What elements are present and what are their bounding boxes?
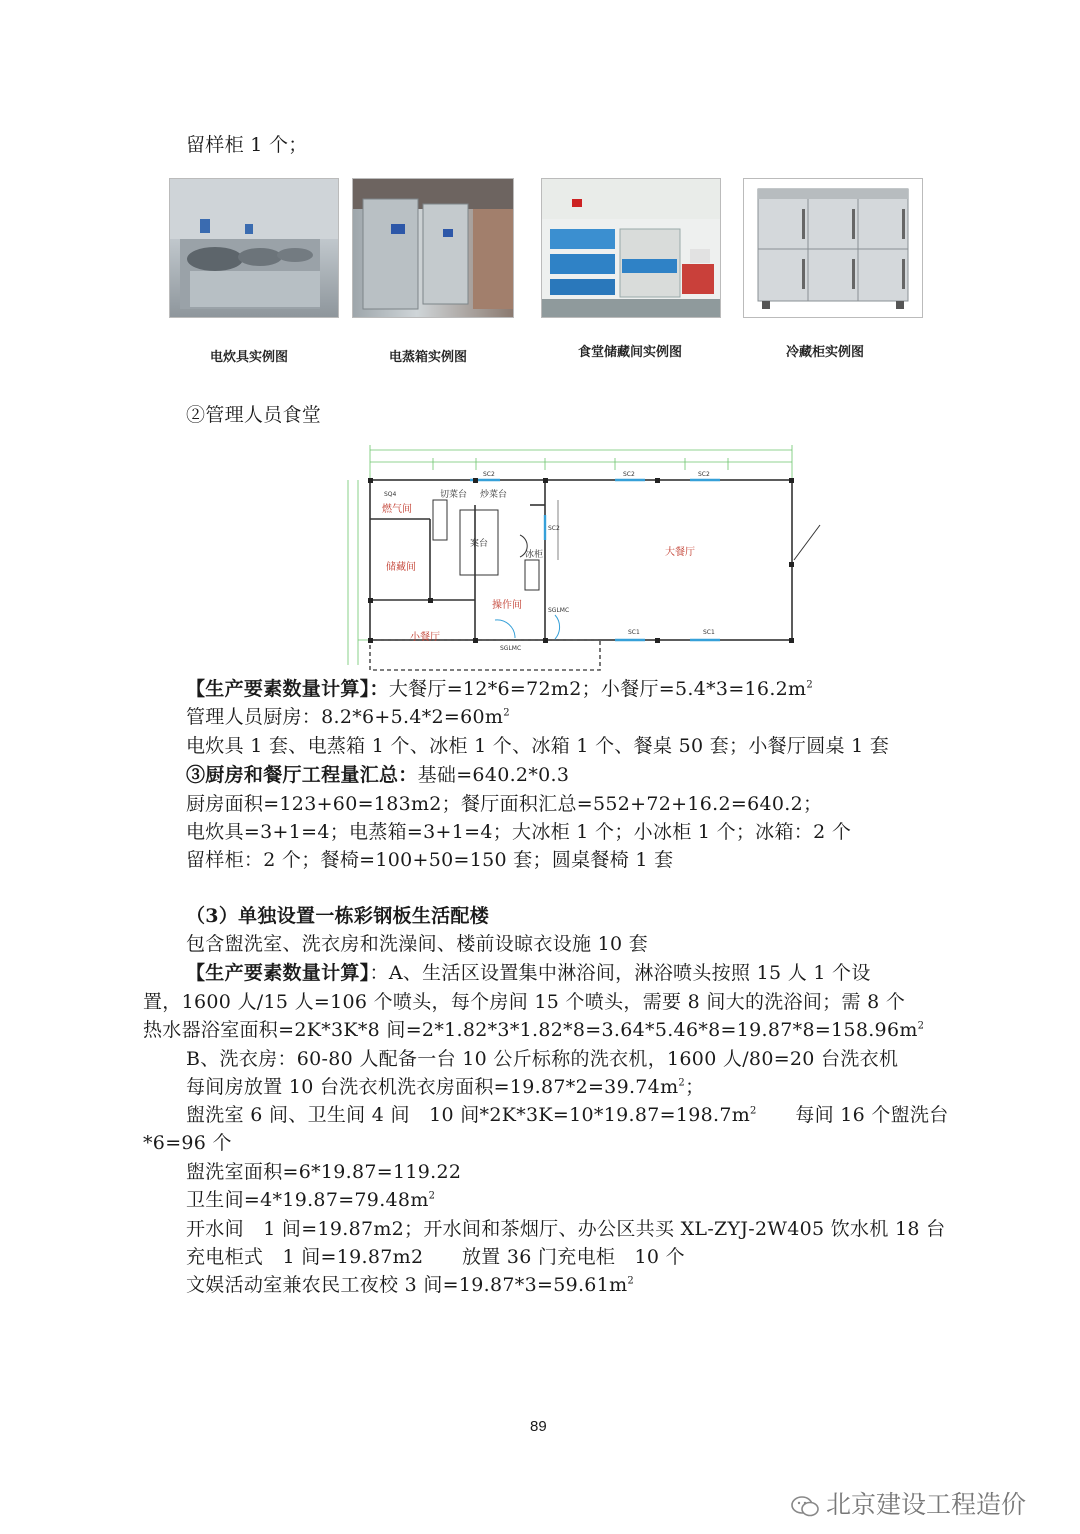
s3-line-9: 盥洗室面积=6*19.87=119.22 [186,1161,462,1183]
s3-line-3: 置，1600 人/15 人=106 个喷头，每个房间 15 个喷头，需要 8 间大的洗浴间；需 8 个 [143,991,906,1013]
s3-line-7: 盥洗室 6 间、卫生间 4 间 10 间$*2K*3K=10*19.87=198.7m^2$ 每间 16 个盥洗台 [186,1104,949,1126]
exterior-leader [794,525,820,560]
label-stir: 炒菜台 [480,490,508,500]
mark-sglmc-2: SGLMC [500,645,522,652]
counter [433,500,447,540]
mark-sc2-1: SC2 [483,471,495,478]
mark-sc2-4: SC2 [548,525,560,532]
section2-title: ②管理人员食堂 [186,404,322,426]
s3-line-6: 每间房放置 10 台洗衣机洗衣房面积$=19.87*2=39.74m^2$； [186,1076,705,1098]
room-storage: 储藏间 [386,562,416,573]
s3-line-12: 充电柜式 1 间=19.87m2 放置 36 门充电柜 10 个 [186,1246,685,1268]
mark-sglmc-1: SGLMC [548,607,570,614]
photo-electric-cooker [169,178,339,318]
calc-line-5: 厨房面积=123+60=183m2；餐厅面积汇总=552+72+16.2=640.2； [186,793,823,815]
room-small-hall: 小餐厅 [410,632,440,643]
calc-line-6: 电炊具=3+1=4；电蒸箱=3+1=4；大冰柜 1 个；小冰柜 1 个；冰箱：2 个 [186,821,852,843]
s3-line-13: 文娱活动室兼农民工夜校 3 间$=19.87*3=59.61m^2$ [186,1274,635,1296]
s3-line-1: 包含盥洗室、洗衣房和洗澡间、楼前设晾衣设施 10 套 [186,933,649,955]
section3-title: （3）单独设置一栋彩钢板生活配楼 [186,905,490,927]
s3-line-11: 开水间 1 间=19.87m2；开水间和茶烟厅、办公区共买 XL-ZYJ-2W405 饮水机 18 台 [186,1218,946,1240]
s3-line-5: B、洗衣房：60-80 人配备一台 10 公斤标称的洗衣机，1600 人/80=20 台洗衣机 [186,1048,899,1070]
mark-sc1-1: SC1 [628,629,640,636]
mark-sc2-3: SC2 [698,471,710,478]
columns [368,478,794,643]
calc-line-3: 电炊具 1 套、电蒸箱 1 个、冰柜 1 个、冰箱 1 个、餐桌 50 套；小餐厅圆桌 1 套 [186,735,890,757]
wechat-icon [790,1493,820,1519]
s3-line-10: 卫生间$=4*19.87=79.48m^2$ [186,1189,436,1211]
door-swing-3 [495,620,515,638]
caption-electric-cooker: 电炊具实例图 [210,350,289,365]
photo-electric-steamer [352,178,514,318]
s3-line-4: 热水器浴室面积=2K*3K*8 间$=2*1.82*3*1.82*8=3.64*5.46*8=19.87*8=158.96m^2$ [143,1019,925,1041]
calc-line-7: 留样柜：2 个；餐椅=100+50=150 套；圆桌餐椅 1 套 [186,849,674,871]
caption-storage-room: 食堂储藏间实例图 [578,345,683,360]
door-swing-2 [555,615,560,639]
calc-line-4: ③厨房和餐厅工程量汇总：基础=640.2*0.3 [186,764,570,786]
caption-refrigerator: 冷藏柜实例图 [786,345,865,360]
room-operation: 操作间 [492,600,522,611]
label-table: 案台 [470,539,489,549]
calc-line-1: 【生产要素数量计算】：大餐厅=12*6=72m2；小餐厅$=5.4*3=16.2m^2$ [186,678,814,700]
s3-line-2: 【生产要素数量计算】：A、生活区设置集中淋浴间，淋浴喷头按照 15 人 1 个设 [186,962,871,984]
caption-electric-steamer: 电蒸箱实例图 [389,350,468,365]
photo-refrigerator [743,178,923,318]
s3-line-8: *6=96 个 [143,1132,232,1154]
room-gas: 燃气间 [382,504,412,515]
mark-sc1-2: SC1 [703,629,715,636]
label-fridge: 冰柜 [525,550,544,560]
floor-plan [320,440,825,680]
fridge-box [525,560,539,590]
windows [470,480,720,640]
intro-line: 留样柜 1 个； [186,134,308,156]
mark-sq4: SQ4 [384,491,397,498]
label-prep: 切菜台 [440,490,468,500]
watermark: 北京建设工程造价 [790,1485,1026,1521]
room-big-hall: 大餐厅 [665,547,695,558]
calc-line-2: 管理人员厨房：$8.2*6+5.4*2=60m^2$ [186,706,510,728]
page-number: 89 [530,1418,547,1435]
mark-sc2-2: SC2 [623,471,635,478]
photo-storage-room [541,178,721,318]
